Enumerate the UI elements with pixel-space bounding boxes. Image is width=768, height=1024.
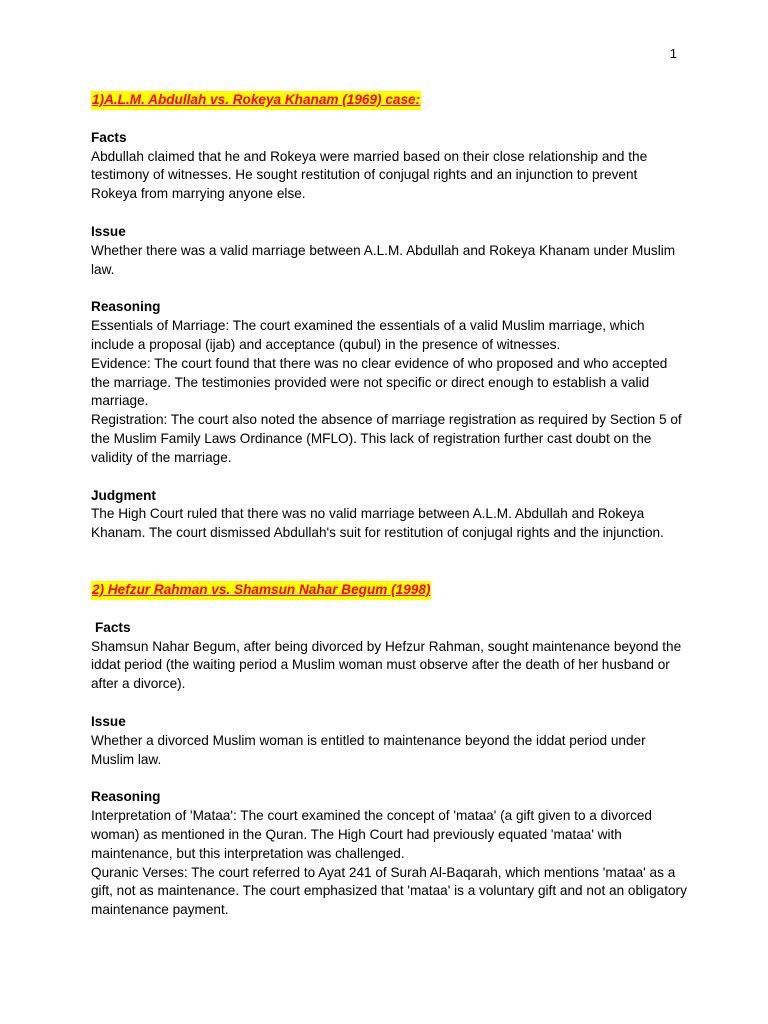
issue-heading: Issue	[91, 223, 126, 239]
facts-heading: Facts	[91, 129, 127, 145]
issue-heading: Issue	[91, 713, 126, 729]
reasoning-heading: Reasoning	[91, 299, 161, 315]
document-body	[91, 91, 687, 920]
reasoning-heading: Reasoning	[91, 789, 161, 805]
case-title: 1)A.L.M. Abdullah vs. Rokeya Khanam (1969) case:	[91, 91, 421, 110]
issue-text: Whether there was a valid marriage between A.L.M. Abdullah and Rokeya Khanam under Muslim law.	[91, 242, 676, 277]
reasoning-paragraph: Interpretation of 'Mataa': The court examined the concept of 'mataa' (a gift given to a divorced woman) as mentioned in the Quran. The High Court had previously equated 'mataa' with maintenance, but this interpretation was challenged.	[91, 808, 652, 861]
judgment-heading: Judgment	[91, 487, 156, 503]
judgment-text: The High Court ruled that there was no valid marriage between A.L.M. Abdullah and Rokeya Khanam. The court dismissed Abdullah's suit for restitution of conjugal rights and the injunction.	[91, 506, 664, 541]
reasoning-paragraph: Registration: The court also noted the absence of marriage registration as required by Section 5 of the Muslim Family Laws Ordinance (MFLO). This lack of registration further cast doubt on the validity of the marriage.	[91, 412, 682, 465]
case-2	[91, 581, 687, 920]
issue-text: Whether a divorced Muslim woman is entitled to maintenance beyond the iddat period under Muslim law.	[91, 732, 646, 767]
facts-text: Abdullah claimed that he and Rokeya were married based on their close relationship and the testimony of witnesses. He sought restitution of conjugal rights and an injunction to prevent Rokeya from marrying anyone else.	[91, 148, 648, 202]
reasoning-paragraph: Quranic Verses: The court referred to Ayat 241 of Surah Al-Baqarah, which mentions 'mataa' as a gift, not as maintenance. The court emphasized that 'mataa' is a voluntary gift and not an obligatory maintenance payment.	[91, 864, 687, 918]
case-title: 2) Hefzur Rahman vs. Shamsun Nahar Begum (1998)	[91, 581, 431, 600]
facts-text: Shamsun Nahar Begum, after being divorced by Hefzur Rahman, sought maintenance beyond the iddat period (the waiting period a Muslim woman must observe after the death of her husband or after a divorce).	[91, 638, 682, 692]
page-number: 1	[669, 46, 677, 61]
facts-heading: Facts	[95, 619, 131, 635]
reasoning-paragraph: Evidence: The court found that there was no clear evidence of who proposed and who accepted the marriage. The testimonies provided were not specific or direct enough to establish a valid marriage.	[91, 355, 668, 409]
reasoning-paragraph: Essentials of Marriage: The court examined the essentials of a valid Muslim marriage, which include a proposal (ijab) and acceptance (qubul) in the presence of witnesses.	[91, 318, 645, 352]
case-1	[91, 91, 687, 543]
